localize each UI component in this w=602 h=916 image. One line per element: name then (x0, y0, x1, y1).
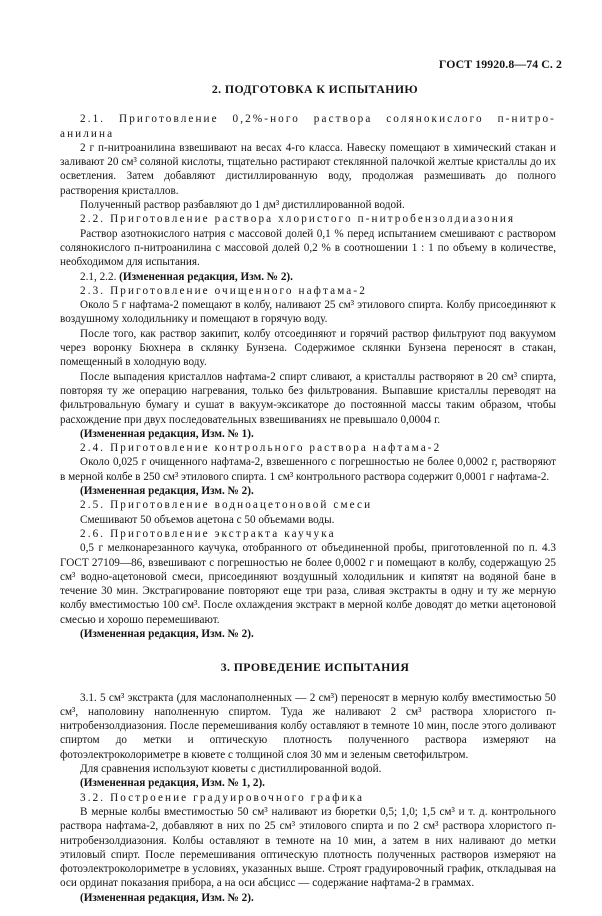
change-ref: 2.1, 2.2. (80, 270, 117, 283)
clause-3-2-text: В мерные колбы вместимостью 50 см³ наливают из бюретки 0,5; 1,0; 1,5 см³ и т. д. контрольного раствора нафтама-2, добавляют в них по 25 см³ этилового спирта и по 2 см³ раствора хлористого п-нитробензолдиазония. Колбы оставляют в темноте на 10 мин, а затем в них наливают до метки этиловый спирт. После перемешивания оптическую плотность полученных растворов измеряют на фотоэлектроколориметре в условиях, указанных выше. Строят градуировочный график, откладывая на оси ординат показания прибора, а на оси абсцисс — содержание нафтама-2 в граммах. (60, 805, 556, 890)
section-3-title: 3. ПРОВЕДЕНИЕ ИСПЫТАНИЯ (220, 660, 410, 675)
clause-2-1-dilution: Полученный раствор разбавляют до 1 дм³ дистиллированной водой. (80, 199, 405, 212)
clause-2-3-text-1: Около 5 г нафтама-2 помещают в колбу, наливают 25 см³ этилового спирта. Колбу присоединяют к воздушному холодильнику и помещают в горячую воду. (60, 299, 556, 326)
clause-3-1-change: (Измененная редакция, Изм. № 1, 2). (80, 777, 265, 790)
clause-2-4-change: (Измененная редакция, Изм. № 2). (80, 485, 254, 498)
clause-2-3-text-2: После того, как раствор закипит, колбу отсоединяют и горячий раствор фильтруют под вакуумом через воронку Бюхнера в склянку Бунзена. Содержимое склянки Бунзена переносят в стакан, помещенный в холодную воду. (60, 327, 556, 369)
clause-2-2-text: Раствор азотнокислого натрия с массовой долей 0,1 % перед испытанием смешивают с раствором солянокислого п-нитроанилина с массовой долей 0,2 % в соотношении 1 : 1 по объему в количестве, необходимом для испытания. (60, 227, 556, 269)
clause-2-3-text-3: После выпадения кристаллов нафтама-2 спирт сливают, а кристаллы растворяют в 20 см³ спирта, повторяя ту же операцию нагревания, только без фильтрования. Выпавшие кристаллы переводят на фильтровальную бумагу и сушат в вакуум-эксикаторе до постоянной массы таким образом, чтобы расхождение при двух последовательных взвешиваниях не превышало 0,0004 г. (60, 370, 556, 426)
clause-2-5-text: Смешивают 50 объемов ацетона с 50 объемами воды. (80, 513, 335, 526)
clause-2-4-title: 2.4. Приготовление контрольного раствора нафтама-2 (80, 442, 442, 455)
clause-2-1-title: 2.1. Приготовление 0,2%-ного раствора солянокислого п-нитро-анилина (60, 113, 556, 140)
clause-3-1-text: 3.1. 5 см³ экстракта (для маслонаполненных — 2 см³) переносят в мерную колбу вместимостью 50 см³, наполовину наполненную спиртом. Туда же наливают 2 см³ раствора хлористого п-нитробензолдиазония. После перемешивания колбу оставляют в темноте 10 мин, после этого доливают спиртом до метки и оптическую плотность полученного раствора измеряют на фотоэлектроколориметре в кювете с толщиной слоя 30 мм и зеленым светофильтром. (60, 691, 556, 761)
clause-3-1-compare: Для сравнения используют кюветы с дистиллированной водой. (80, 763, 382, 776)
clause-3-2-title: 3.2. Построение градуировочного графика (80, 791, 365, 804)
clause-2-6-title: 2.6. Приготовление экстракта каучука (80, 527, 336, 540)
page-header: ГОСТ 19920.8—74 С. 2 (438, 57, 562, 71)
section-2-title: 2. ПОДГОТОВКА К ИСПЫТАНИЮ (211, 82, 419, 96)
clause-2-3-change: (Измененная редакция, Изм. № 1). (80, 427, 254, 440)
clause-2-1-2-2-change (60, 270, 556, 284)
clause-2-2-title: 2.2. Приготовление раствора хлористого п-нитробензолдиазония (80, 213, 516, 226)
clause-2-3-title: 2.3. Приготовление очищенного нафтама-2 (80, 284, 367, 297)
clause-2-5-title: 2.5. Приготовление водноацетоновой смеси (80, 499, 373, 512)
change-note: (Измененная редакция, Изм. № 2). (119, 270, 293, 283)
clause-3-2-change: (Измененная редакция, Изм. № 2). (80, 891, 254, 904)
clause-2-6-change: (Измененная редакция, Изм. № 2). (80, 627, 254, 640)
clause-2-6-text: 0,5 г мелконарезанного каучука, отобранного от объединенной пробы, приготовленной по п. 4.3 ГОСТ 27109—86, взвешивают с погрешностью не более 0,0002 г и помещают в колбу, содержащую 25 см³ водно-ацетоновой смеси, присоединяют воздушный холодильник и кипятят на водяной бане в течение 30 мин. Экстрагирование повторяют еще три раза, сливая экстракты в одну и ту же мерную колбу вместимостью 100 см³. После охлаждения экстракт в мерной колбе доводят до метки ацетоновой смесью и хорошо перемешивают. (60, 542, 556, 626)
clause-2-1-text: 2 г п-нитроанилина взвешивают на весах 4-го класса. Навеску помещают в химический стакан и заливают 20 см³ соляной кислоты, тщательно растирают стеклянной палочкой желтые кристаллы до их осветления. Затем добавляют дистиллированную воду, продолжая размешивать до полного растворения кристаллов. (60, 141, 556, 197)
clause-2-4-text: Около 0,025 г очищенного нафтама-2, взвешенного с погрешностью не более 0,0002 г, растворяют в мерной колбе в 250 см³ этилового спирта. 1 см³ контрольного раствора содержит 0,0001 г нафтама-2. (60, 456, 556, 483)
